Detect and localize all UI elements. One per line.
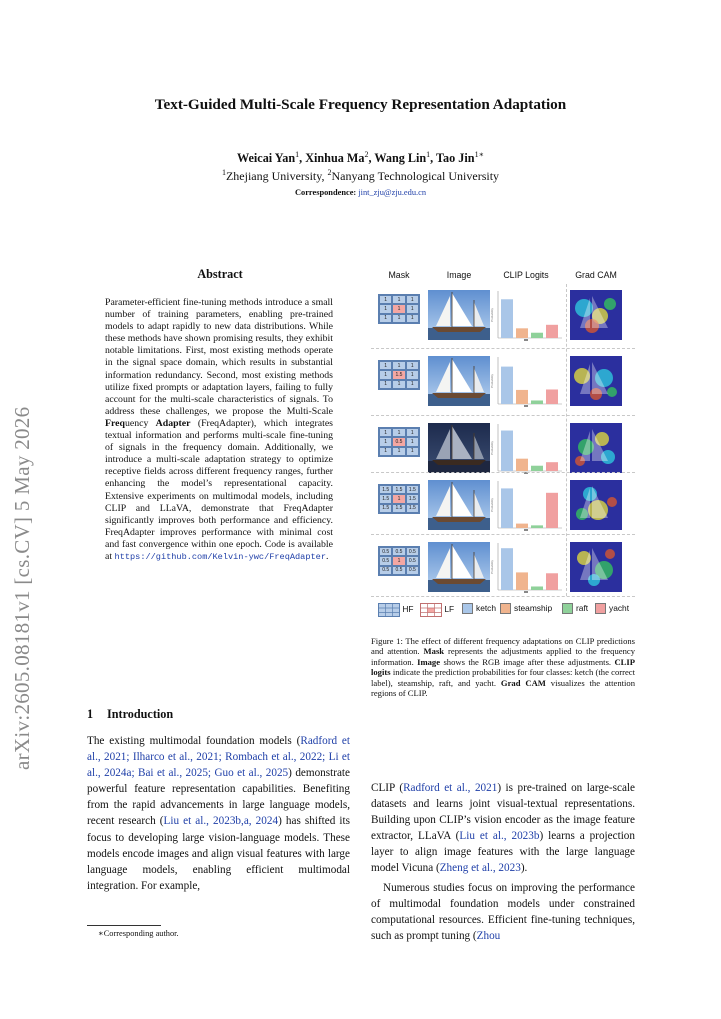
legend-item-raft: raft — [562, 603, 588, 614]
grad-cam-heatmap — [570, 356, 622, 406]
probability-axis-label: Probability — [490, 440, 494, 455]
mask-cell: 1 — [406, 370, 419, 379]
logit-bar — [501, 431, 513, 471]
logit-bar — [516, 572, 528, 590]
ketch-swatch-icon — [462, 603, 473, 614]
clip-logits-chart — [488, 478, 564, 533]
mask-cell: 1 — [406, 437, 419, 446]
yacht-swatch-icon — [595, 603, 606, 614]
legend-item-lf: LF — [420, 603, 454, 617]
figure-divider — [371, 534, 635, 535]
logit-bar — [501, 367, 513, 404]
mask-cell: 1 — [406, 447, 419, 456]
clip-logits-chart — [488, 288, 564, 343]
section-heading-introduction: 1 Introduction — [87, 707, 174, 721]
mask-cell: 0.5 — [406, 566, 419, 575]
mask-cell: 0.5 — [406, 556, 419, 565]
mask-cell: 0.5 — [379, 547, 392, 556]
footnote: ∗Corresponding author. — [98, 929, 179, 938]
legend-item-hf: HF — [378, 603, 414, 617]
intro-paragraph-right — [371, 780, 635, 944]
logit-bar — [546, 389, 558, 404]
mask-cell: 0.5 — [392, 437, 405, 446]
raft-swatch-icon — [562, 603, 573, 614]
grad-cam-heatmap — [570, 480, 622, 530]
mask-cell: 1 — [392, 314, 405, 323]
sailboat-image — [428, 542, 490, 592]
clip-logits-chart — [488, 540, 564, 595]
figure-header-image: Image — [446, 270, 472, 280]
logit-bar — [531, 525, 543, 528]
mask-cell: 1 — [379, 314, 392, 323]
figure-divider — [566, 284, 567, 596]
citation-link[interactable]: Zhou — [476, 929, 501, 942]
mask-cell: 1.5 — [406, 485, 419, 494]
logit-bar — [546, 573, 558, 590]
intro-paragraph: CLIP (Radford et al., 2021) is pre-trained on large-scale datasets and learns joint visual-textual representations. Building upon CLIP’s vision encoder as the image feature extractor, LLaVA (Liu et al., 2023b) learns a projection layer to align image features with the large language model Vicuna (Zheng et al., 2023). — [371, 782, 635, 875]
mask-cell: 1 — [406, 380, 419, 389]
mask-cell: 1 — [392, 304, 405, 313]
mask-cell: 1.5 — [379, 504, 392, 513]
footnote-rule — [87, 925, 161, 926]
mask-cell: 1 — [392, 380, 405, 389]
mask-cell: 1.5 — [392, 485, 405, 494]
mask-cell: 1 — [392, 494, 405, 503]
mask-cell: 1 — [379, 437, 392, 446]
mask-cell: 1.5 — [406, 494, 419, 503]
clip-logits-chart — [488, 421, 564, 476]
citation-link[interactable]: Radford et al., 2021 — [403, 782, 498, 794]
grad-cam-heatmap — [570, 423, 622, 473]
mask-cell: 0.5 — [379, 566, 392, 575]
author-list: Weicai Yan$^1$, Xinhua Ma$^2$, Wang Lin$^1$, Tao Jin$^{1∗}$ — [236, 150, 484, 166]
logits-bar-chart — [488, 478, 564, 533]
logit-bar — [531, 586, 543, 590]
mask-cell: 1 — [406, 361, 419, 370]
grad-cam-heatmap — [570, 542, 622, 592]
mask-cell: 1.5 — [406, 504, 419, 513]
logits-bar-chart — [488, 421, 564, 476]
mask-cell: 1 — [379, 370, 392, 379]
figure-caption: Figure 1: The effect of different frequency adaptations on CLIP predictions and attention. Mask represents the adjustments applied to the frequency information. Image shows the RGB image after these adjustments. CLIP logits indicate the prediction probabilities for four classes: ketch (the correct label), steamship, raft, and yacht. Grad CAM visualizes the attention regions of CLIP. — [371, 636, 636, 699]
logit-bar — [531, 466, 543, 471]
mask-cell: 1 — [392, 447, 405, 456]
mask-cell: 1 — [406, 314, 419, 323]
probability-axis-label: Probability — [490, 559, 494, 574]
citation-link[interactable]: Liu et al., 2023b,a, 2024 — [163, 815, 279, 828]
mask-cell: 1 — [392, 361, 405, 370]
grad-cam-heatmap — [570, 290, 622, 340]
author-name: Tao Jin — [436, 151, 475, 166]
logit-bar — [546, 493, 558, 528]
probability-axis-label: Probability — [490, 307, 494, 322]
logit-bar — [531, 333, 543, 338]
lf-grid-icon — [420, 603, 442, 617]
author-name: Weicai Yan — [236, 151, 296, 166]
frequency-mask-grid — [378, 294, 420, 324]
figure-header-grad-cam: Grad CAM — [575, 270, 617, 280]
legend-item-yacht: yacht — [595, 603, 629, 614]
steamship-swatch-icon — [500, 603, 511, 614]
figure-header-clip-logits: CLIP Logits — [503, 270, 549, 280]
abstract-heading: Abstract — [197, 267, 243, 281]
mask-cell: 1 — [379, 295, 392, 304]
logit-bar — [546, 462, 558, 471]
paper-title: Text-Guided Multi-Scale Frequency Representation Adaptation — [154, 96, 567, 113]
probability-axis-label: Probability — [490, 373, 494, 388]
citation-link[interactable]: Radford et al., 2021; Ilharco et al., 2021; Rombach et al., 2022; Li et al., 2024a; Bai et al., 2025; Guo et al., 2025 — [87, 735, 350, 780]
sailboat-image — [428, 423, 490, 473]
mask-cell: 1 — [379, 447, 392, 456]
correspondence-email-link[interactable]: jint_zju@zju.edu.cn — [358, 188, 427, 197]
mask-cell: 1 — [379, 380, 392, 389]
probability-axis-label: Probability — [490, 497, 494, 512]
mask-cell: 1 — [379, 304, 392, 313]
logit-bar — [501, 299, 513, 338]
mask-cell: 1.5 — [379, 485, 392, 494]
mask-cell: 1 — [406, 295, 419, 304]
mask-cell: 0.5 — [406, 547, 419, 556]
figure-divider — [371, 472, 635, 473]
mask-cell: 1 — [379, 361, 392, 370]
logit-bar — [546, 325, 558, 338]
logits-bar-chart — [488, 354, 564, 409]
mask-cell: 1 — [392, 556, 405, 565]
intro-paragraph: Numerous studies focus on improving the performance of multimodal foundation models under constrained computational resources. Efficient fine-tuning techniques, such as prompt tuning (Zhou — [371, 881, 635, 942]
citation-link[interactable]: Liu et al., 2023b — [459, 830, 540, 843]
mask-cell: 0.5 — [379, 556, 392, 565]
citation-link[interactable]: Zheng et al., 2023 — [439, 862, 521, 875]
abstract-text: Parameter-efficient fine-tuning methods introduce a small number of training parameters, enabling pre-trained models to adapt rapidly to new data distributions. While these methods have shown promising results, they exhibit notable limitations. First, most existing methods operate in the signal space domain, which results in substantial information redundancy. Second, most existing methods utilize fixed prompts or adaptation layers, failing to fully account for the multi-scale characteristics of signals. To address these challenges, we propose the Multi-Scale Frequency Adapter (FreqAdapter), which integrates textual information and performs multi-scale fine-tuning of signals in the frequency domain. Additionally, we introduce a multi-scale adaptation strategy to optimize receptive fields across different frequency ranges, further enhancing the model’s representational capacity. Extensive experiments on multimodal models, including CLIP and LLaVA, demonstrate that FreqAdapter significantly improves both performance and efficiency. FreqAdapter improves performance with minimal cost and fast convergence within one epoch. Code is available at https://github.com/Kelvin-ywc/FreqAdapter. — [105, 297, 333, 562]
sailboat-image — [428, 356, 490, 406]
frequency-mask-grid — [378, 427, 420, 457]
logits-bar-chart — [488, 288, 564, 343]
logit-bar — [501, 488, 513, 528]
logit-bar — [501, 548, 513, 590]
figure-divider — [371, 415, 635, 416]
frequency-mask-grid — [378, 546, 420, 576]
logit-bar — [531, 400, 543, 404]
author-name: Xinhua Ma — [305, 151, 365, 166]
sailboat-image — [428, 290, 490, 340]
legend-item-ketch: ketch — [462, 603, 496, 614]
figure-legend — [378, 603, 638, 617]
mask-cell: 1 — [379, 428, 392, 437]
mask-cell: 0.5 — [392, 566, 405, 575]
legend-item-steamship: steamship — [500, 603, 552, 614]
correspondence: Correspondence: jint_zju@zju.edu.cn — [294, 188, 427, 197]
figure-header-mask: Mask — [388, 270, 410, 280]
logit-bar — [516, 459, 528, 471]
logits-bar-chart — [488, 540, 564, 595]
mask-cell: 1 — [392, 428, 405, 437]
figure-divider — [371, 596, 635, 597]
affiliations: $^1$Zhejiang University, $^2$Nanyang Technological University — [221, 168, 500, 183]
mask-cell: 1 — [406, 304, 419, 313]
intro-paragraph-left: The existing multimodal foundation models (Radford et al., 2021; Ilharco et al., 2021; Rombach et al., 2022; Li et al., 2024a; Bai et al., 2025; Guo et al., 2025) demonstrate powerful feature representation capabilities. Benefiting from the rapid advancements in large language models, recent research (Liu et al., 2023b,a, 2024) has shifted its focus to developing large vision-language models. These models encode images and align visual features with large language models, enabling efficient multimodal integration. For example, — [87, 735, 350, 892]
mask-cell: 1 — [406, 428, 419, 437]
logit-bar — [516, 328, 528, 338]
hf-grid-icon — [378, 603, 400, 617]
frequency-mask-grid — [378, 360, 420, 390]
frequency-mask-grid — [378, 484, 420, 514]
arxiv-identifier: arXiv:2605.08181v1 [cs.CV] 5 May 2026 — [10, 406, 34, 770]
mask-cell: 1.5 — [392, 504, 405, 513]
mask-cell: 0.5 — [392, 547, 405, 556]
figure-divider — [371, 348, 635, 349]
sailboat-image — [428, 480, 490, 530]
code-link[interactable]: https://github.com/Kelvin-ywc/FreqAdapter — [114, 551, 326, 562]
mask-cell: 1.5 — [379, 494, 392, 503]
logit-bar — [516, 524, 528, 528]
mask-cell: 1.5 — [392, 370, 405, 379]
clip-logits-chart — [488, 354, 564, 409]
mask-cell: 1 — [392, 295, 405, 304]
logit-bar — [516, 390, 528, 404]
author-name: Wang Lin — [374, 151, 427, 166]
